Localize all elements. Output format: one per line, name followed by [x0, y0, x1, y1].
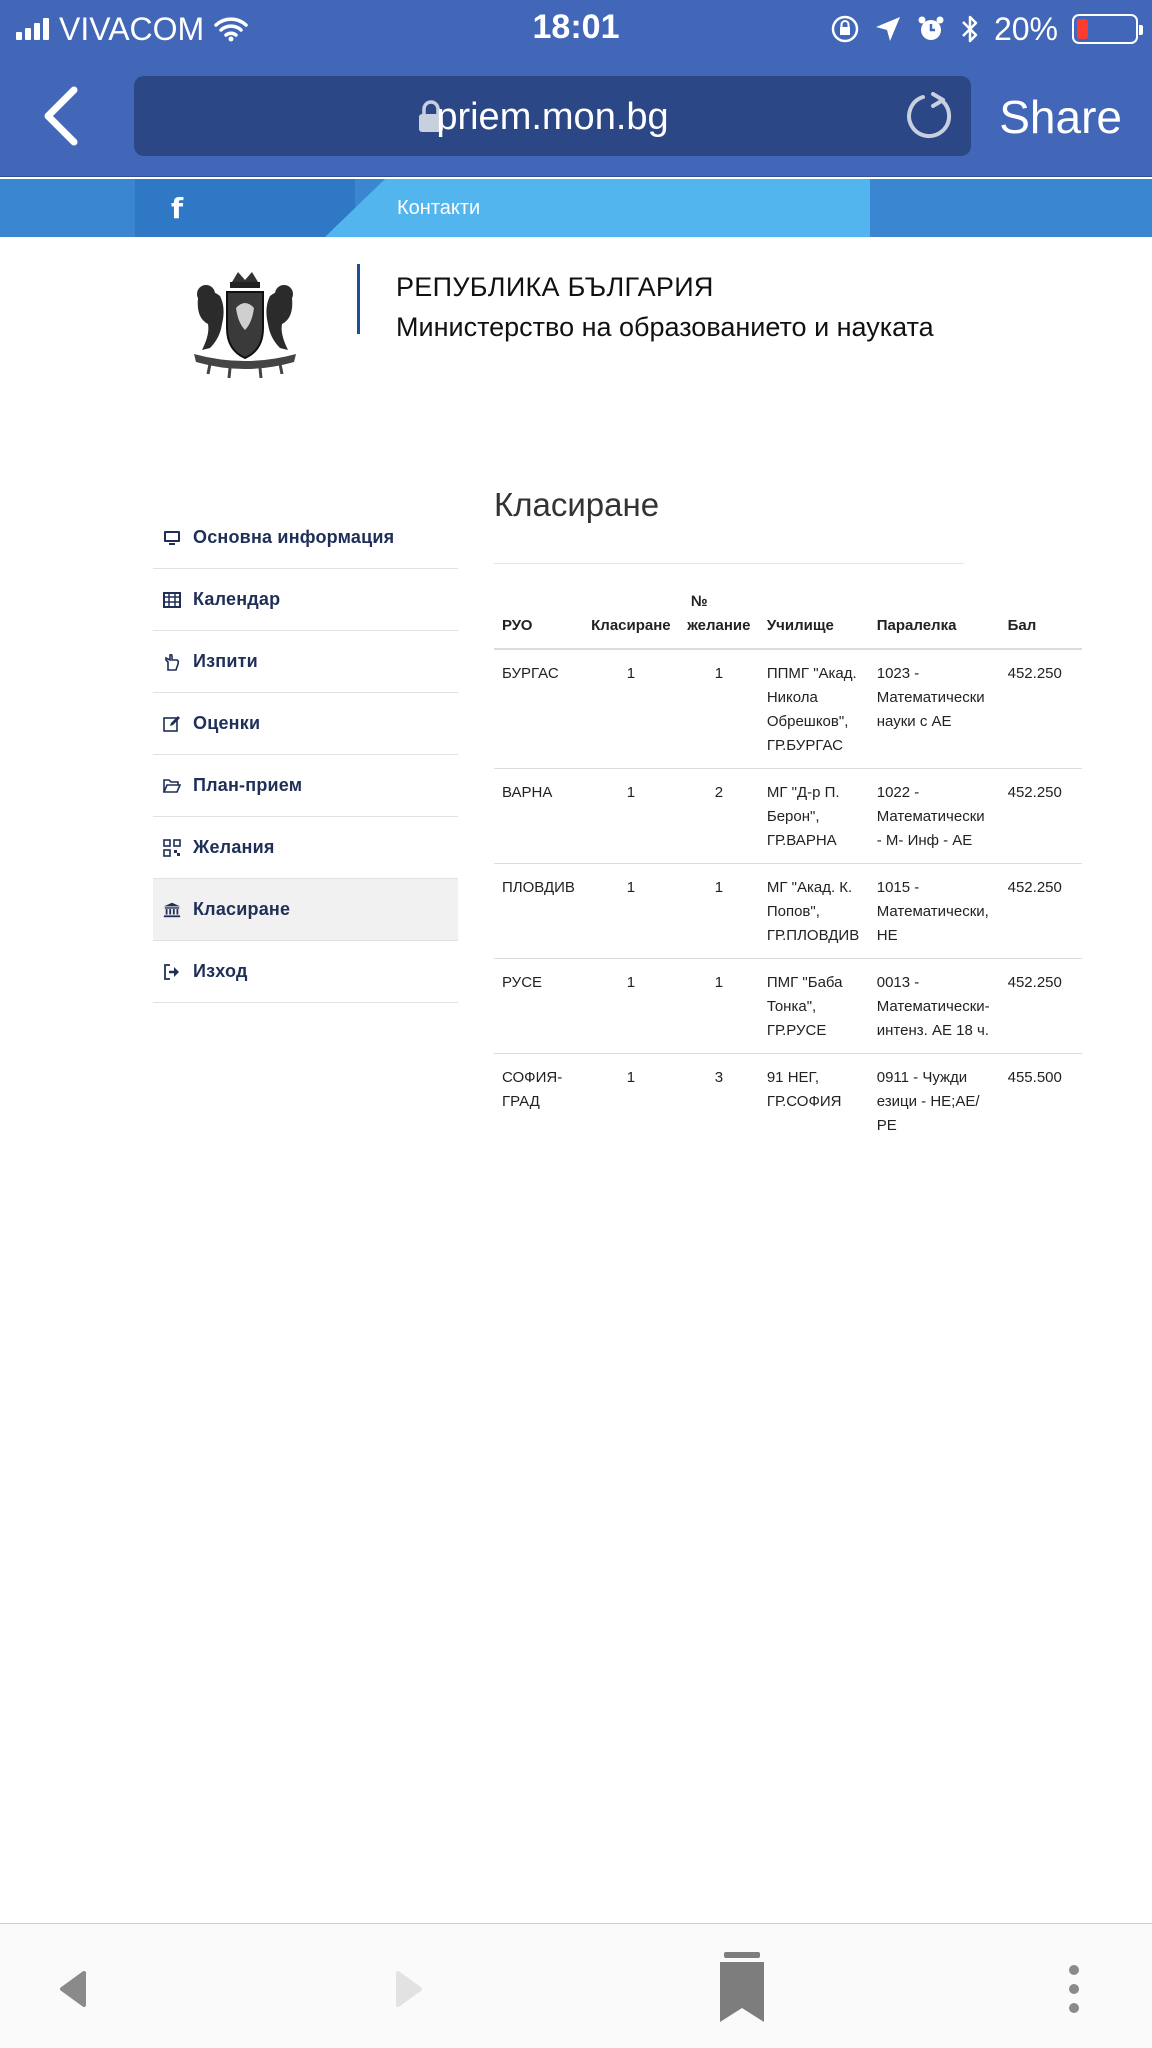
sidebar-item-label: Основна информация [193, 527, 395, 547]
sidebar-item-label: Изход [193, 961, 248, 981]
chevron-left-icon [40, 86, 80, 146]
cell-wish: 1 [679, 649, 759, 769]
sidebar-item-ranking[interactable] [153, 879, 458, 941]
site-topbar [0, 179, 1152, 237]
cell-score: 452.250 [1000, 864, 1082, 959]
table-row [494, 769, 1082, 864]
cell-class: 0911 - Чужди езици - НЕ;АЕ/РЕ [876, 1069, 980, 1134]
browser-bottom-toolbar [0, 1923, 1152, 2048]
sign-out-icon [163, 963, 181, 981]
cell-class: 0013 - Математически-интенз. АЕ 18 ч. [869, 959, 1000, 1054]
cell-wish: 2 [679, 769, 759, 864]
cell-ranking: 1 [583, 649, 679, 769]
header-score: Бал [1000, 590, 1082, 649]
contacts-link[interactable]: Контакти [397, 197, 481, 219]
sidebar-item-basic-info[interactable] [153, 507, 458, 569]
cell-score: 452.250 [1000, 769, 1082, 864]
edit-icon [163, 715, 181, 733]
header-title: РЕПУБЛИКА БЪЛГАРИЯ [396, 272, 714, 302]
sidebar-item-admission-plan[interactable] [153, 755, 458, 817]
sidebar-item-exams[interactable] [153, 631, 458, 693]
cell-school: МГ "Акад. К. Попов", ГР.ПЛОВДИВ [759, 864, 869, 959]
cell-school: МГ "Д-р П. Берон", ГР.ВАРНА [759, 769, 869, 864]
header-ruo: РУО [494, 590, 583, 649]
cell-class: 1022 - Математически - М- Инф - АЕ [869, 769, 1000, 864]
folder-open-icon [163, 777, 181, 795]
cell-ruo: БУРГАС [494, 649, 583, 769]
table-row [494, 959, 1082, 1054]
qrcode-icon [163, 839, 181, 857]
orientation-lock-icon [830, 14, 860, 44]
battery-icon [1072, 14, 1138, 44]
sidebar-item-logout[interactable] [153, 941, 458, 1003]
cell-ranking: 1 [626, 1069, 636, 1086]
ranking-table [494, 590, 1082, 1148]
alarm-icon [916, 14, 946, 44]
battery-percent: 20% [993, 10, 1058, 47]
share-button[interactable]: Share [999, 91, 1122, 143]
cell-wish: 3 [714, 1069, 724, 1086]
bookmark-icon[interactable] [718, 1952, 766, 2024]
sidebar-item-label: План-прием [193, 775, 303, 795]
cell-wish: 1 [679, 864, 759, 959]
reload-icon[interactable] [903, 90, 955, 142]
cell-school: ПМГ "Баба Тонка", ГР.РУСЕ [759, 959, 869, 1054]
header-wish-number-label: желание [687, 617, 751, 634]
cell-score: 455.500 [1007, 1069, 1062, 1086]
table-row [494, 1054, 1082, 1149]
cell-score: 452.250 [1000, 649, 1082, 769]
url-text: priem.mon.bg [436, 96, 669, 138]
sidebar-item-label: Класиране [193, 899, 291, 919]
sidebar-item-label: Изпити [193, 651, 258, 671]
cell-ranking: 1 [583, 769, 679, 864]
monitor-icon [163, 529, 181, 547]
status-time: 18:01 [532, 8, 620, 46]
cell-ranking: 1 [583, 959, 679, 1054]
cell-school: ППМГ "Акад. Никола Обрешков", ГР.БУРГАС [759, 649, 869, 769]
table-row [494, 864, 1082, 959]
cell-ruo: ВАРНА [494, 769, 583, 864]
calendar-grid-icon [163, 591, 181, 609]
more-options-icon[interactable] [1068, 1964, 1080, 2014]
facebook-icon: f [171, 192, 184, 225]
sidebar-item-grades[interactable] [153, 693, 458, 755]
address-bar[interactable] [134, 76, 971, 156]
cell-score: 452.250 [1000, 959, 1082, 1054]
cell-class: 1023 - Математически науки с АЕ [869, 649, 1000, 769]
cell-ranking: 1 [583, 864, 679, 959]
header-wish-number-symbol: № [690, 593, 708, 610]
header-school: Училище [759, 590, 869, 649]
header-subtitle: Министерство на образованието и науката [396, 312, 934, 342]
topbar-inner [135, 179, 870, 237]
nav-back-icon[interactable] [58, 1969, 88, 2009]
sidebar-item-label: Оценки [193, 713, 261, 733]
table-header-row [494, 590, 1082, 649]
status-bar [0, 0, 1152, 58]
sidebar-item-calendar[interactable] [153, 569, 458, 631]
bank-icon [163, 901, 181, 919]
sidebar-menu [153, 507, 458, 1003]
sidebar-item-wishes[interactable] [153, 817, 458, 879]
title-divider [494, 563, 964, 564]
nav-forward-icon[interactable] [394, 1969, 424, 2009]
browser-back-button[interactable] [40, 76, 104, 156]
facebook-link[interactable] [135, 179, 355, 237]
location-arrow-icon [874, 15, 902, 43]
hand-point-icon [163, 653, 181, 671]
coat-of-arms-logo [180, 268, 310, 380]
cell-wish: 1 [679, 959, 759, 1054]
status-right [830, 10, 1138, 48]
header-wish-number [679, 590, 759, 649]
cell-class: 1015 - Математически, НЕ [869, 864, 1000, 959]
sidebar-item-label: Желания [193, 837, 275, 857]
header-class: Паралелка [869, 590, 1000, 649]
sidebar-item-label: Календар [193, 589, 281, 609]
header-divider [357, 264, 360, 334]
bluetooth-icon [960, 13, 980, 45]
page-title: Класиране [494, 486, 660, 523]
cell-school: 91 НЕГ, ГР.СОФИЯ [766, 1069, 842, 1110]
table-row [494, 649, 1082, 769]
header-ranking: Класиране [583, 590, 679, 649]
carrier-name: VIVACOM [59, 10, 205, 47]
cell-ruo: ПЛОВДИВ [494, 864, 583, 959]
browser-chrome [0, 0, 1152, 177]
cell-ruo: СОФИЯ-ГРАД [502, 1069, 563, 1110]
battery-level [1077, 19, 1088, 39]
cell-ruo: РУСЕ [494, 959, 583, 1054]
